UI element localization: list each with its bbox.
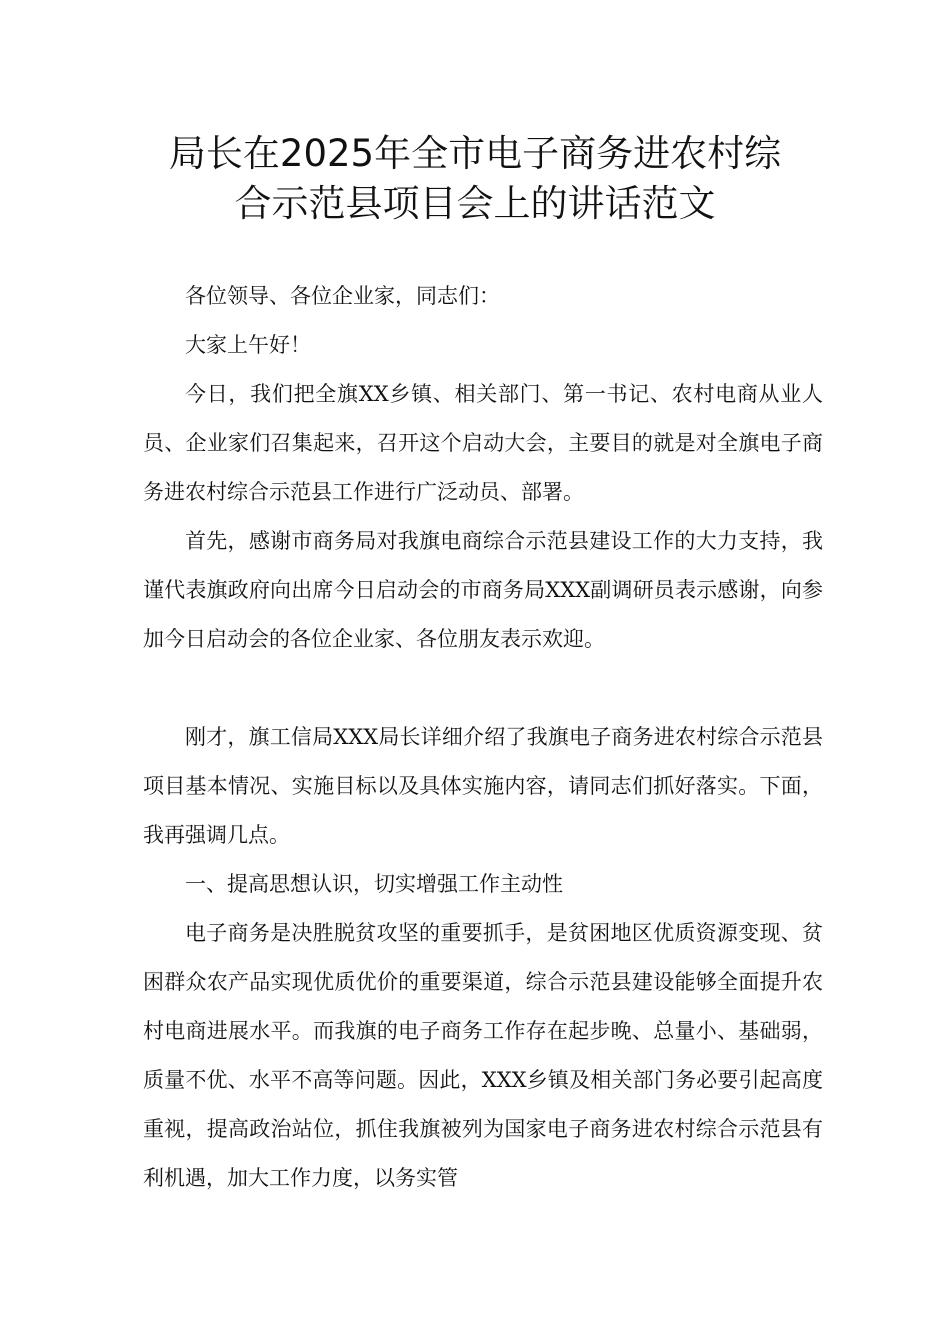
salutation: 各位领导、各位企业家，同志们： xyxy=(185,284,500,308)
section-heading-1: 一、提高思想认识，切实增强工作主动性 xyxy=(185,872,563,896)
document-body xyxy=(143,272,823,1203)
paragraph-gap xyxy=(143,664,823,713)
document-title-line-2: 合示范县项目会上的讲话范文 xyxy=(234,182,716,225)
paragraph-section-1: 电子商务是决胜脱贫攻坚的重要抓手，是贫困地区优质资源变现、贫困群众农产品实现优质优价的重要渠道，综合示范县建设能够全面提升农村电商进展水平。而我旗的电子商务工作存在起步晚、总量小、基础弱，质量不优、水平不高等问题。因此，XXX乡镇及相关部门务必要引起高度重视，提高政治站位，抓住我旗被列为国家电子商务进农村综合示范县有利机遇，加大工作力度，以务实管 xyxy=(143,921,823,1190)
paragraph-intro: 今日，我们把全旗XX乡镇、相关部门、第一书记、农村电商从业人员、企业家们召集起来，召开这个启动大会，主要目的就是对全旗电子商务进农村综合示范县工作进行广泛动员、部署。 xyxy=(143,382,823,504)
document-title-line-1: 局长在2025年全市电子商务进农村综 xyxy=(168,132,782,175)
paragraph-review: 刚才，旗工信局XXX局长详细介绍了我旗电子商务进农村综合示范县项目基本情况、实施目标以及具体实施内容，请同志们抓好落实。下面，我再强调几点。 xyxy=(143,725,823,847)
greeting: 大家上午好！ xyxy=(185,333,311,357)
paragraph-thanks: 首先，感谢市商务局对我旗电商综合示范县建设工作的大力支持，我谨代表旗政府向出席今日启动会的市商务局XXX副调研员表示感谢，向参加今日启动会的各位企业家、各位朋友表示欢迎。 xyxy=(143,529,823,651)
